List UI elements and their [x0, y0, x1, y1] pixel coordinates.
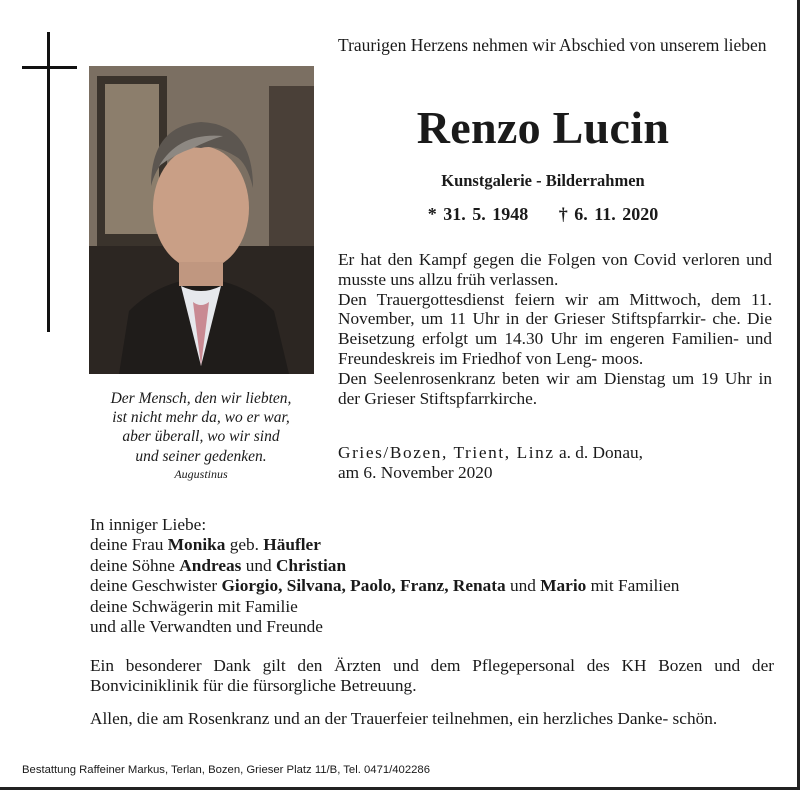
family-heading: In inniger Liebe: [90, 515, 207, 534]
quote-line: Der Mensch, den wir liebten, [110, 390, 292, 407]
thanks-paragraph: Allen, die am Rosenkranz und an der Trauerfeier teilnehmen, ein herzliches Danke- schön. [90, 708, 718, 728]
family-relatives: und alle Verwandten und Freunde [90, 617, 323, 637]
family-siblings: deine Geschwister Giorgio, Silvana, Paolo, Franz, Renata und Mario mit Familien [90, 576, 680, 596]
birth-date: * 31. 5. 1948 [427, 204, 529, 224]
portrait-photo [89, 66, 314, 374]
thanks-block [90, 656, 774, 741]
quote-line: aber überall, wo wir sind [122, 428, 280, 446]
quote-source: Augustinus [174, 466, 228, 481]
family-sons: deine Söhne Andreas und Christian [90, 555, 347, 575]
places-rest: a. d. Donau, [558, 443, 643, 462]
service-details [338, 250, 772, 408]
notice-date: am 6. November 2020 [338, 463, 493, 482]
quote-block [90, 389, 312, 482]
family-list [90, 515, 770, 637]
intro-text: Traurigen Herzens nehmen wir Abschied von unserem lieben [338, 35, 767, 55]
funeral-home-credit: Bestattung Raffeiner Markus, Terlan, Bozen, Grieser Platz 11/B, Tel. 0471/402286 [22, 764, 430, 776]
life-dates [338, 202, 748, 226]
death-date: † 6. 11. 2020 [558, 204, 659, 224]
profession: Kunstgalerie - Bilderrahmen [441, 171, 645, 190]
thanks-paragraph: Ein besonderer Dank gilt den Ärzten und dem Pflegepersonal des KH Bozen und der Bonviciniklinik für die fürsorgliche Betreuung. [90, 656, 774, 696]
family-sisterinlaw: deine Schwägerin mit Familie [90, 596, 298, 616]
body-paragraph: Den Trauergottesdienst feiern wir am Mittwoch, dem 11. November, um 11 Uhr in der Grieser Stiftspfarrkir- che. Die Beisetzung erfolgt um 14.30 Uhr im engeren Familien- und Freundeskreis im Friedhof von Leng- moos. [338, 289, 772, 368]
deceased-name: Renzo Lucin [416, 102, 670, 153]
places-line [338, 443, 778, 463]
body-paragraph: Den Seelenrosenkranz beten wir am Dienstag um 19 Uhr in der Grieser Stiftspfarrkirche. [338, 368, 772, 408]
quote-line: ist nicht mehr da, wo er war, [112, 409, 290, 427]
family-wife: deine Frau Monika geb. Häufler [90, 535, 321, 555]
places-cities: Gries/Bozen, Trient, Linz [338, 443, 555, 462]
places-and-date [338, 443, 778, 483]
body-paragraph: Er hat den Kampf gegen die Folgen von Covid verloren und musste uns allzu früh verlassen. [338, 250, 772, 289]
quote-line: und seiner gedenken. [135, 447, 267, 465]
